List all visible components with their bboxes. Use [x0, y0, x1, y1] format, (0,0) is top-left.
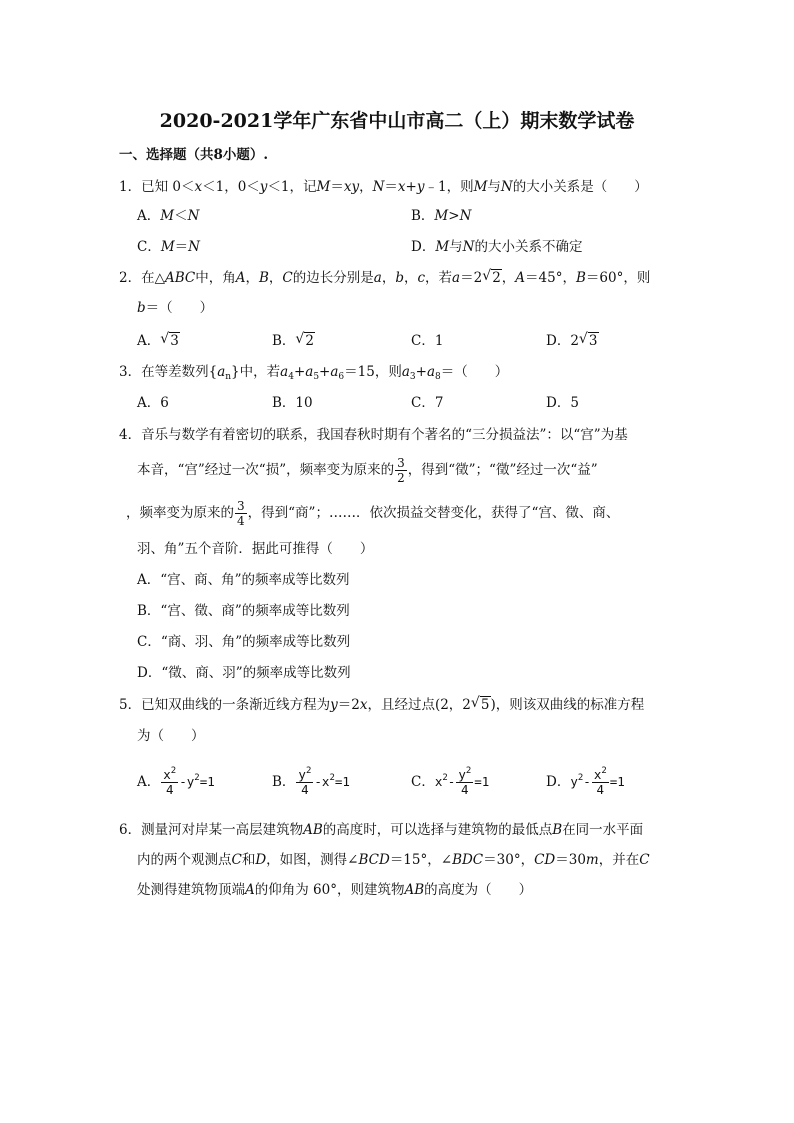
- question-5-stem-line2: 为（ ）: [137, 728, 205, 744]
- question-4-stem-line2: 本音，“宫”经过一次“损”，频率变为原来的 $\frac{3}{2}$ ，得到“徵”；“徵”经过一次“益”: [137, 456, 598, 485]
- question-4-option-b: B．“宫、徵、商”的频率成等比数列: [137, 603, 350, 619]
- question-2-option-b: B．√ 2: [272, 331, 315, 351]
- question-5-stem: 5．已知双曲线的一条渐近线方程为y＝2x，且经过点(2，2√ 5)，则该双曲线的标准方程: [119, 695, 644, 715]
- question-4-option-d: D．“徵、商、羽”的频率成等比数列: [137, 665, 351, 681]
- question-4-option-c: C．“商、羽、角”的频率成等比数列: [137, 634, 351, 650]
- question-1-option-b: B．M>N: [411, 208, 472, 224]
- question-3-option-d: D．5: [546, 395, 579, 411]
- question-6-stem-line1: 6．测量河对岸某一高层建筑物AB的高度时，可以选择与建筑物的最低点B在同一水平面: [119, 822, 644, 838]
- question-1-stem: 1．已知 0＜x＜1，0＜y＜1，记M＝xy，N＝x+y﹣1，则M与N的大小关系是（ ）: [119, 179, 648, 195]
- question-3-option-b: B．10: [272, 395, 313, 411]
- page-title: 2020-2021学年广东省中山市高二（上）期末数学试卷: [159, 110, 635, 132]
- question-2-option-d: D．2√ 3: [546, 331, 599, 351]
- question-5-option-b: B． $\frac{y^2}{4}$ $-x^2=1$: [272, 766, 350, 797]
- section-heading: 一、选择题（共8小题）.: [119, 147, 269, 163]
- question-2-stem-line2: b＝（ ）: [137, 300, 214, 316]
- question-5-option-d: D．$y^2-$ $\frac{x^2}{4}$ =1: [546, 766, 625, 797]
- question-3-option-c: C．7: [411, 395, 444, 411]
- question-5-option-a: A． $\frac{x^2}{4}$ $-y^2=1$: [137, 766, 215, 797]
- question-6-stem-line3: 处测得建筑物顶端A的仰角为 60°，则建筑物AB的高度为（ ）: [137, 882, 533, 898]
- question-4-stem-line1: 4．音乐与数学有着密切的联系，我国春秋时期有个著名的“三分损益法”：以“宫”为基: [119, 427, 628, 443]
- question-1-option-a: A．M＜N: [137, 208, 200, 224]
- question-3-stem: 3．在等差数列$\{a_n\}$中，若$a_4+a_5+a_6=15$，则$a_3+a_8=$（ ）: [119, 364, 509, 382]
- question-4-stem-line3: ，频率变为原来的 $\frac{3}{4}$ ，得到“商”；……．依次损益交替变化，获得了“宫、徵、商、: [126, 499, 620, 528]
- question-1-option-d: D．M与N的大小关系不确定: [411, 239, 583, 255]
- question-3-option-a: A．6: [137, 395, 169, 411]
- question-1-option-c: C．M＝N: [137, 239, 200, 255]
- question-2-stem: 2．在△ABC中，角A，B，C的边长分别是a，b，c，若a＝2√ 2，A＝45°，B＝60°，则: [119, 268, 650, 288]
- question-2-option-a: A．√ 3: [137, 331, 180, 351]
- question-2-option-c: C．1: [411, 333, 444, 349]
- question-4-option-a: A．“宫、商、角”的频率成等比数列: [137, 572, 350, 588]
- question-5-option-c: C．$x^2-$ $\frac{y^2}{4}$ =1: [411, 766, 490, 797]
- question-4-stem-line4: 羽、角”五个音阶．据此可推得（ ）: [137, 541, 374, 557]
- question-6-stem-line2: 内的两个观测点C和D，如图，测得∠BCD＝15°，∠BDC＝30°，CD＝30m，并在C: [137, 852, 650, 868]
